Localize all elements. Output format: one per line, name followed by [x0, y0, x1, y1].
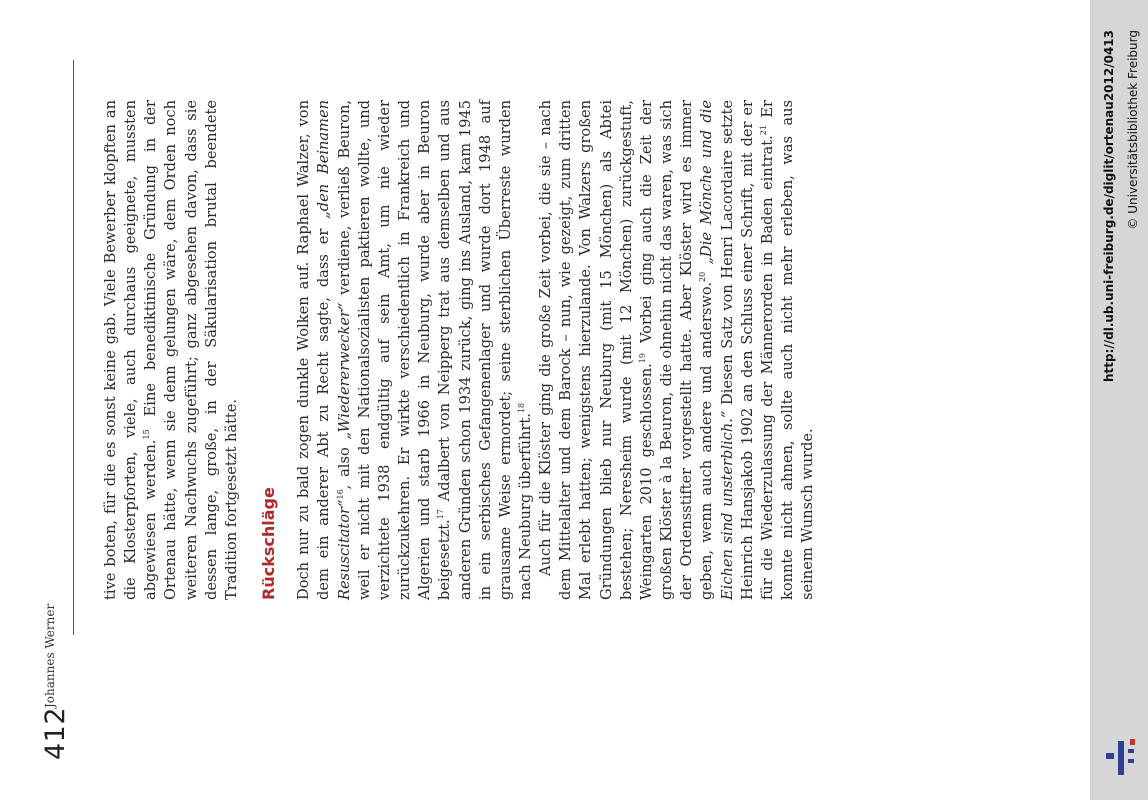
logo-red-square [1130, 739, 1135, 745]
text-run: Adalbert von Neipperg trat aus demselben und aus anderen Gründen schon 1934 zurück, ging ins Ausland, kam 1945 in ein serbisches Gefangenenlager und wurde dort 1948 auf grausame Weise ermordet; seine sterblichen Überreste wurden nach Neuburg überführt. [436, 100, 534, 600]
footnote-ref: 18 [517, 402, 527, 414]
quote: „den Beinamen Resuscitator“ [315, 100, 353, 600]
article-body [101, 100, 818, 600]
text-run: Er konnte nicht ahnen, sollte auch nicht mehr erleben, was aus seinem Wunsch wurde. [758, 100, 817, 600]
logo-bar-right-bottom [1128, 759, 1134, 763]
page-number: 412 [40, 706, 71, 760]
text-run: Doch nur zu bald zogen dunkle Wolken auf. Raphael Walzer, von dem ein anderer Abt zu Recht sagte, dass er [295, 100, 333, 600]
copyright-notice: © Universitätsbibliothek Freiburg [1126, 30, 1140, 230]
quote: „Wiedererwecker“ [335, 302, 353, 440]
running-head: Johannes Werner [43, 603, 57, 708]
footnote-ref: 20 [698, 271, 708, 282]
header-rule [73, 60, 74, 635]
permalink-url[interactable]: http://dl.ub.uni-freiburg.de/diglit/ortenau2012/0413 [1102, 30, 1116, 383]
page-header [40, 60, 71, 760]
repository-sidebar [1090, 0, 1148, 800]
logo-bar-right-top [1128, 749, 1134, 753]
text-run: verdiene, verließ Beuron, weil er nicht mit den Nationalsozialisten paktieren wollte, und verzichtete 1938 endgültig auf sein Amt, um nie wieder zurückzukehren. Er wirkte verschiedentlich in Frankreich und Algerien und starb 1966 in Neuburg, wurde aber in Beuron beigesetzt. [335, 99, 454, 600]
quote: „Die Mönche und die Eichen sind unsterblich.“ [698, 100, 736, 600]
text-run: Eine benediktinische Gründung in der Ortenau hätte, wenn sie denn gelungen wäre, dem Orden noch weiteren Nachwuchs zugeführt; ganz abgesehen davon, dass sie dessen lange, große, in der Säkularisation brutal beendete Tradition fortgesetzt hätte. [142, 100, 240, 600]
sidebar-text [1090, 0, 1148, 800]
logo-bar-main [1118, 741, 1124, 775]
footnote-ref: 19 [638, 353, 648, 364]
ub-freiburg-logo-icon [1102, 737, 1138, 777]
paragraph-2 [294, 100, 536, 600]
text-run: Vorbei ging auch die Zeit der großen Klöster à la Beuron, die ohnehin nicht das waren, was sich der Ordensstifter vorgestellt hatte. Aber Klöster wird es immer geben, wenn auch andere und anderswo. [637, 100, 716, 600]
paragraph-3 [536, 100, 818, 600]
paragraph-1 [101, 100, 242, 600]
section-heading: Rückschläge [259, 487, 279, 600]
footnote-ref: 16 [335, 489, 345, 500]
logo-bar-left [1106, 753, 1114, 759]
text-run: , also [335, 439, 353, 490]
footnote-ref: 17 [436, 509, 446, 520]
footnote-ref: 15 [142, 429, 152, 440]
text-run: Auch für die Klöster ging die große Zeit vorbei, die sie – nach dem Mittelalter und dem Barock – nun, wie gezeigt, zum dritten Mal erlebt hatten; wenigstens hierzulande. Von Walzers großen Gründungen blieb nur Neuburg (mit 15 Mönchen) als Abtei bestehen; Neresheim wurde (mit 12 Mönchen) zurückgestuft, Weingarten 2010 geschlossen. [537, 100, 655, 600]
text-run: Diesen Satz von Henri Lacordaire setzte Heinrich Hansjakob 1902 an den Schluss einer Schrift, mit der er für die Wiederzulassung der Männerorden in Baden eintrat. [718, 100, 776, 600]
text-run: tive boten, für die es sonst keine gab. Viele Bewerber klopften an die Klosterpforten, viele, auch durchaus geeignete, mussten abgewiesen werden. [102, 100, 160, 600]
footnote-ref: 21 [758, 125, 768, 136]
